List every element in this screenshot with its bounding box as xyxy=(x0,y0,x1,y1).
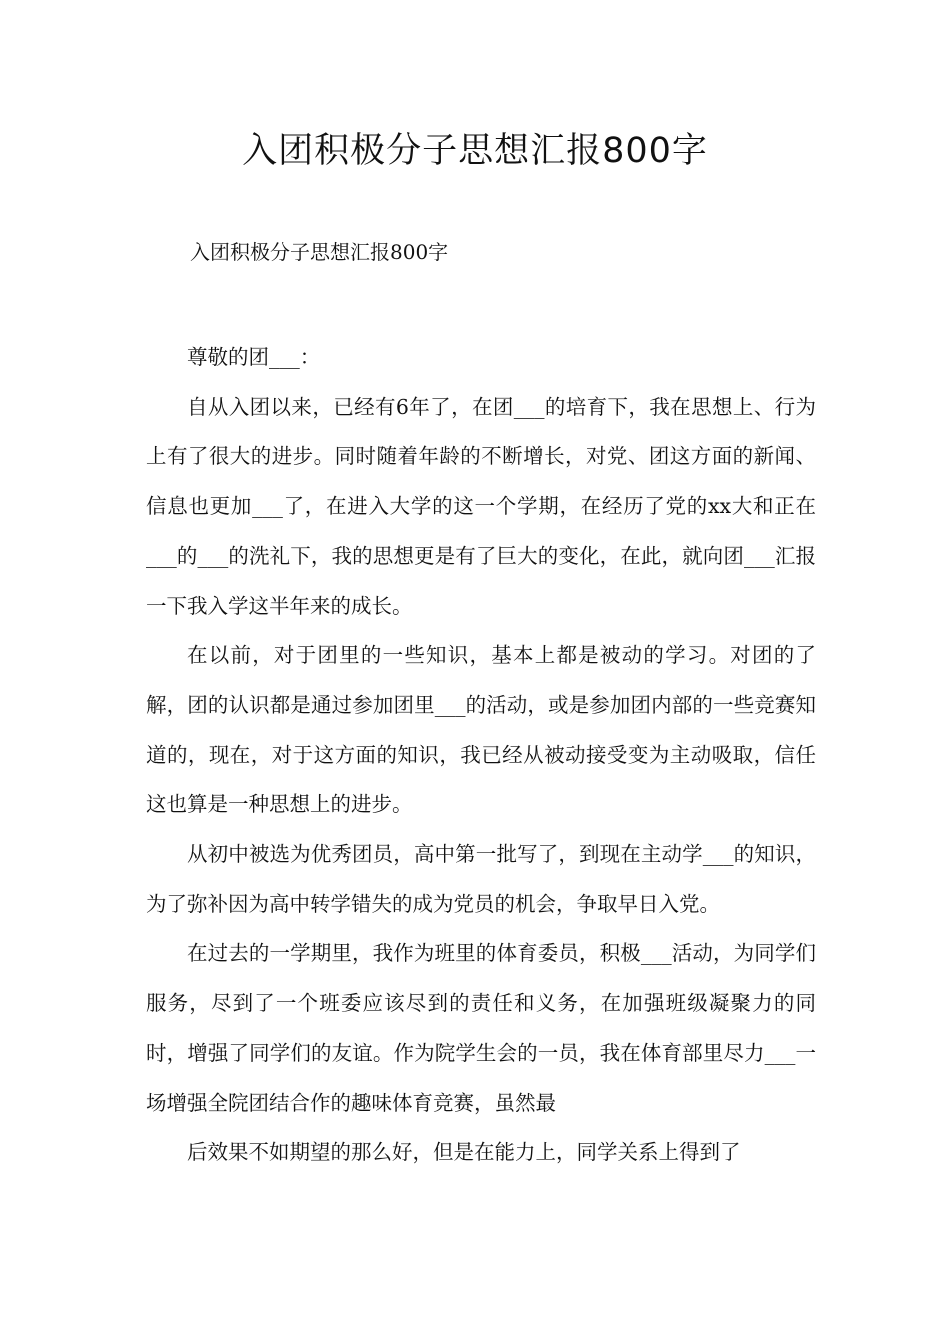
document-title: 入团积极分子思想汇报800字 xyxy=(242,131,708,171)
body-paragraph: 后效果不如期望的那么好，但是在能力上，同学关系上得到了 xyxy=(187,1140,741,1165)
document-body xyxy=(146,333,816,1178)
body-paragraph: 在以前，对于团里的一些知识，基本上都是被动的学习。对团的了解，团的认识都是通过参加团里___的活动，或是参加团内部的一些竞赛知道的，现在，对于这方面的知识，我已经从被动接受变为主动吸取，信任这也算是一种思想上的进步。 xyxy=(146,643,816,817)
body-paragraph: 在过去的一学期里，我作为班里的体育委员，积极___活动，为同学们服务，尽到了一个班委应该尽到的责任和义务，在加强班级凝聚力的同时，增强了同学们的友谊。作为院学生会的一员，我在体育部里尽力___一场增强全院团结合作的趣味体育竞赛，虽然最 xyxy=(146,941,816,1115)
salutation-paragraph: 尊敬的团___： xyxy=(187,345,321,369)
document-subtitle: 入团积极分子思想汇报800字 xyxy=(190,240,449,264)
body-paragraph: 自从入团以来，已经有6年了，在团___的培育下，我在思想上、行为上有了很大的进步。同时随着年龄的不断增长，对党、团这方面的新闻、信息也更加___了，在进入大学的这一个学期，在经历了党的xx大和正在___的___的洗礼下，我的思想更是有了巨大的变化，在此，就向团___汇报一下我入学这半年来的成长。 xyxy=(146,394,816,618)
body-paragraph: 从初中被选为优秀团员，高中第一批写了，到现在主动学___的知识，为了弥补因为高中转学错失的成为党员的机会，争取早日入党。 xyxy=(146,842,816,916)
